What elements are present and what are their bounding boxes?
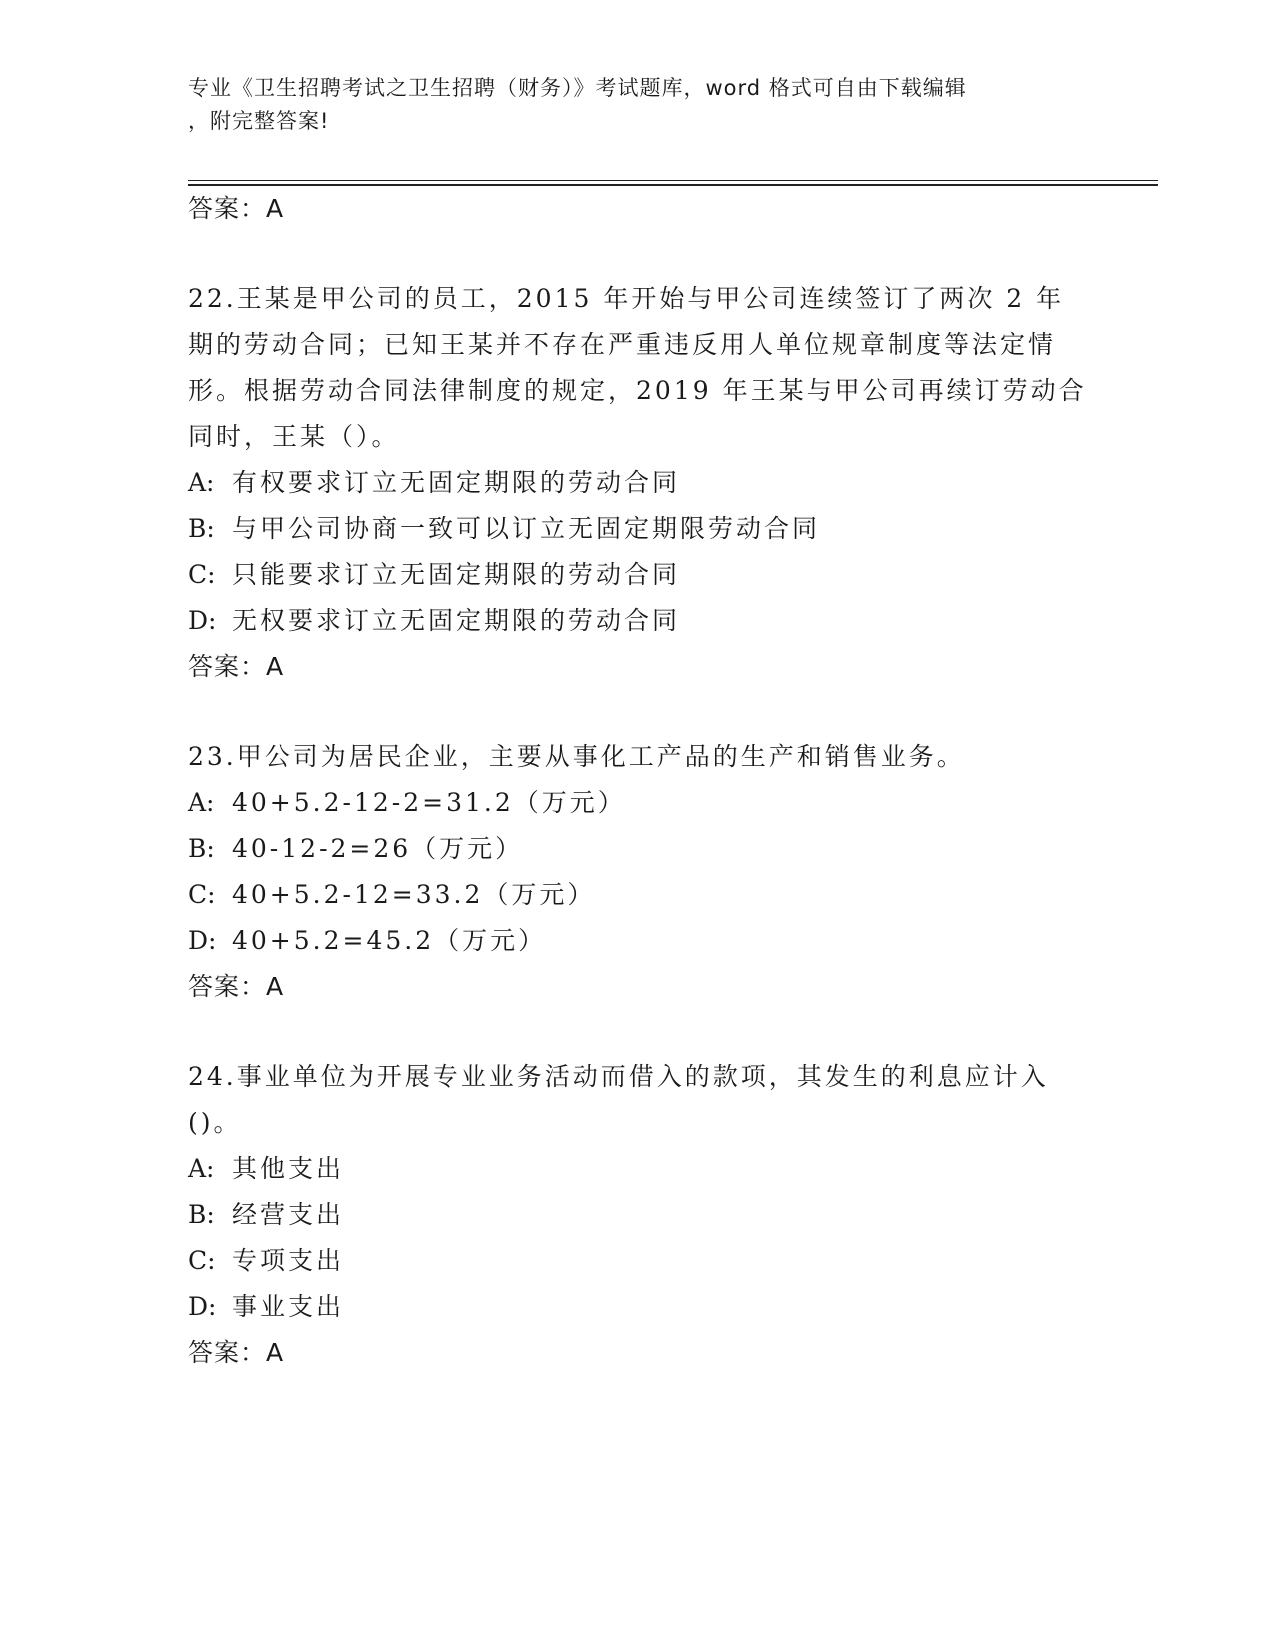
option-c — [188, 552, 1088, 598]
answer-line: 答案：A — [188, 972, 285, 1001]
question-text: 22.王某是甲公司的员工，2015 年开始与甲公司连续签订了两次 2 年期的劳动合同；已知王某并不存在严重违反用人单位规章制度等法定情形。根据劳动合同法律制度的规定，2019 年王某与甲公司再续订劳动合同时，王某（）。 — [188, 284, 1087, 451]
document-body — [188, 186, 1088, 1376]
option-c — [188, 1238, 1088, 1284]
document-header — [188, 72, 1088, 138]
option-key: B: — [188, 514, 215, 543]
option-key: C: — [188, 560, 216, 589]
option-b — [188, 1192, 1088, 1238]
answer-line: 答案：A — [188, 1338, 285, 1367]
option-text: 事业支出 — [232, 1292, 345, 1321]
option-d — [188, 1284, 1088, 1330]
option-text: 只能要求订立无固定期限的劳动合同 — [232, 560, 681, 589]
question-22 — [188, 276, 1088, 690]
option-text: 40+5.2-12-2=31.2（万元） — [232, 788, 626, 817]
answer-line: 答案：A — [188, 652, 285, 681]
header-divider-thin — [188, 180, 1158, 181]
option-text: 无权要求订立无固定期限的劳动合同 — [232, 606, 681, 635]
option-a — [188, 460, 1088, 506]
option-key: C: — [188, 1246, 216, 1275]
option-key: B: — [188, 834, 215, 863]
option-b — [188, 506, 1088, 552]
option-text: 40-12-2=26（万元） — [232, 834, 524, 863]
option-d — [188, 598, 1088, 644]
option-text: 专项支出 — [232, 1246, 345, 1275]
header-line-2: ，附完整答案! — [188, 109, 330, 133]
option-text: 40+5.2-12=33.2（万元） — [232, 880, 596, 909]
answer-line: 答案：A — [188, 194, 285, 223]
option-key: D: — [188, 1292, 217, 1321]
option-a — [188, 780, 1088, 826]
header-line-1: 专业《卫生招聘考试之卫生招聘（财务）》考试题库，word 格式可自由下载编辑 — [188, 76, 967, 100]
option-key: D: — [188, 926, 217, 955]
option-text: 与甲公司协商一致可以订立无固定期限劳动合同 — [232, 514, 821, 543]
option-c — [188, 872, 1088, 918]
option-text: 40+5.2=45.2（万元） — [232, 926, 547, 955]
option-key: A: — [188, 788, 215, 817]
option-key: A: — [188, 1154, 215, 1183]
question-23 — [188, 734, 1088, 1010]
option-a — [188, 1146, 1088, 1192]
option-key: C: — [188, 880, 216, 909]
option-text: 其他支出 — [232, 1154, 345, 1183]
question-text: 23.甲公司为居民企业，主要从事化工产品的生产和销售业务。 — [188, 742, 965, 771]
option-text: 经营支出 — [232, 1200, 345, 1229]
option-key: A: — [188, 468, 215, 497]
option-d — [188, 918, 1088, 964]
option-key: B: — [188, 1200, 215, 1229]
question-24 — [188, 1054, 1088, 1376]
question-text: 24.事业单位为开展专业业务活动而借入的款项，其发生的利息应计入()。 — [188, 1062, 1049, 1137]
option-b — [188, 826, 1088, 872]
option-key: D: — [188, 606, 217, 635]
option-text: 有权要求订立无固定期限的劳动合同 — [232, 468, 681, 497]
